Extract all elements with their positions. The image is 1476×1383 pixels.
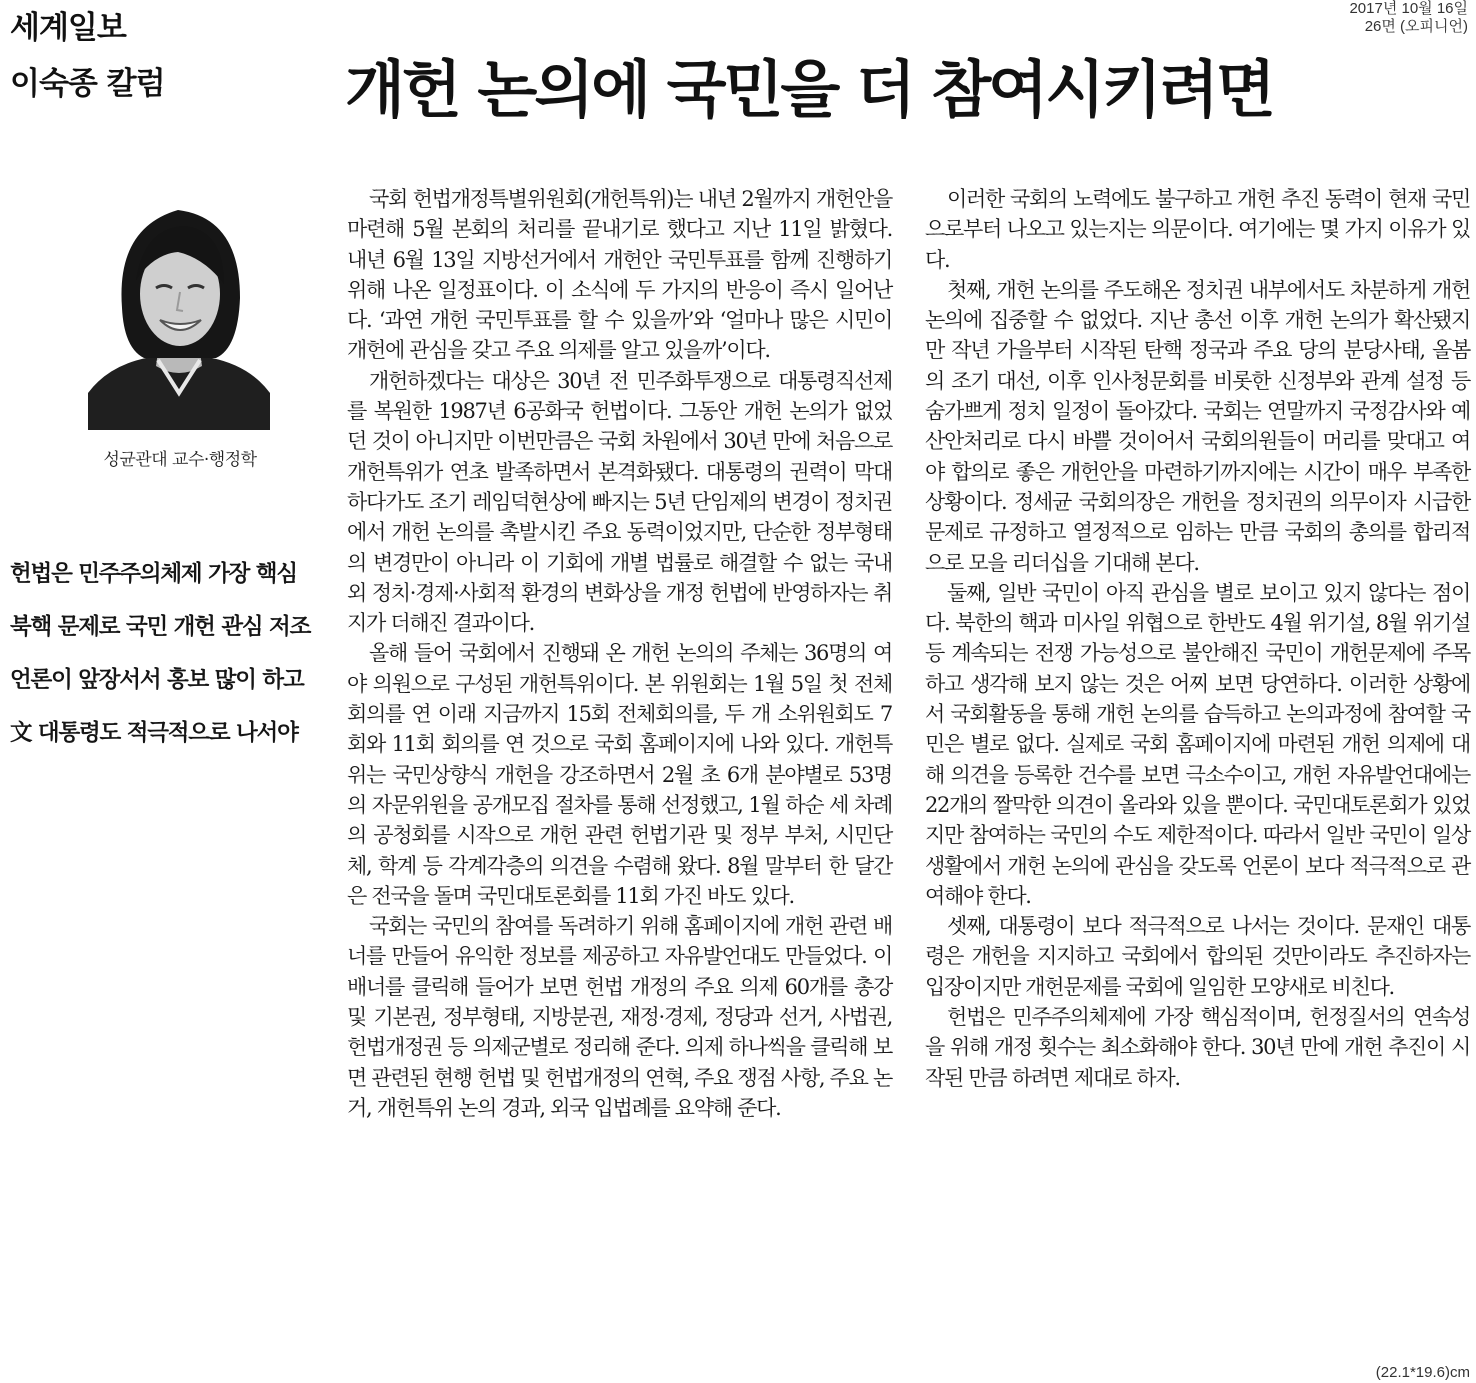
article-paragraph: 올해 들어 국회에서 진행돼 온 개헌 논의의 주체는 36명의 여야 의원으로 구성된 개헌특위이다. 본 위원회는 1월 5일 첫 전체회의를 연 이래 지금까지 15회 전체회의를, 두 개 소위원회도 7회와 11회 회의를 연 것으로 국회 홈페이지에 나와 있다. 개헌특위는 국민상향식 개헌을 강조하면서 2월 초 6개 분야별로 53명의 자문위원을 공개모집 절차를 통해 선정했고, 1월 하순 세 차례의 공청회를 시작으로 개헌 관련 헌법기관 및 정부 부처, 시민단체, 학계 등 각계각층의 의견을 수렴해 왔다. 8월 말부터 한 달간은 전국을 돌며 국민대토론회를 11회 가진 바도 있다. (347, 641, 892, 908)
subheads (10, 548, 340, 760)
dateline (1349, 0, 1468, 36)
article-column-1 (347, 184, 892, 1123)
article-paragraph: 첫째, 개헌 논의를 주도해온 정치권 내부에서도 차분하게 개헌 논의에 집중할 수 없었다. 지난 총선 이후 개헌 논의가 확산됐지만 작년 가을부터 시작된 탄핵 정국과 주요 당의 분당사태, 올봄의 조기 대선, 이후 인사청문회를 비롯한 신정부와 관계 설정 등 숨가쁘게 정치 일정이 돌아갔다. 국회는 연말까지 국정감사와 예산안처리로 다시 바쁠 것이어서 국회의원들이 머리를 맞대고 여야 합의로 좋은 개헌안을 마련하기까지에는 시간이 매우 부족한 상황이다. 정세균 국회의장은 개헌을 정치권의 의무이자 시급한 문제로 규정하고 열정적으로 임하는 만큼 국회의 총의를 합리적으로 모을 리더십을 기대해 본다. (925, 277, 1470, 575)
page-section: 26면 (오피니언) (1364, 18, 1468, 35)
subhead-line: 북핵 문제로 국민 개헌 관심 저조 (10, 614, 311, 640)
author-portrait-image (88, 188, 270, 430)
size-note: (22.1*19.6)cm (1375, 1364, 1470, 1381)
subhead-line: 文 대통령도 적극적으로 나서야 (10, 720, 298, 746)
column-label: 이숙종 칼럼 (10, 66, 165, 102)
article-paragraph: 개헌하겠다는 대상은 30년 전 민주화투쟁으로 대통령직선제를 복원한 1987년 6공화국 헌법이다. 그동안 개헌 논의가 없었던 것이 아니지만 이번만큼은 국회 차원에서 30년 만에 처음으로 개헌특위가 연초 발족하면서 본격화됐다. 대통령의 권력이 막대하다가도 조기 레임덕현상에 빠지는 5년 단임제의 변경이 정치권에서 개헌 논의를 촉발시킨 주요 동력이었지만, 단순한 정부형태의 변경만이 아니라 이 기회에 개별 법률로 해결할 수 없는 국내외 정치·경제·사회적 환경의 변화상을 개정 헌법에 반영하자는 취지가 더해진 결과이다. (347, 368, 892, 636)
subhead-line: 언론이 앞장서서 홍보 많이 하고 (10, 667, 304, 693)
article-paragraph: 둘째, 일반 국민이 아직 관심을 별로 보이고 있지 않다는 점이다. 북한의 핵과 미사일 위협으로 한반도 4월 위기설, 8월 위기설 등 계속되는 전쟁 가능성으로 불안해진 국민이 개헌문제에 주목하고 생각해 보지 않는 것은 어찌 보면 당연하다. 이러한 상황에서 국회활동을 통해 개헌 논의를 습득하고 논의과정에 참여할 국민은 별로 없다. 실제로 국회 홈페이지에 마련된 개헌 의제에 대해 의견을 등록한 건수를 보면 극소수이고, 개헌 자유발언대에는 22개의 짤막한 의견이 올라와 있을 뿐이다. 국민대토론회가 있었지만 참여하는 국민의 수도 제한적이다. 따라서 일반 국민이 일상생활에서 개헌 논의에 관심을 갖도록 언론이 보다 적극적으로 관여해야 한다. (925, 580, 1470, 908)
article-paragraph: 국회 헌법개정특별위원회(개헌특위)는 내년 2월까지 개헌안을 마련해 5월 본회의 처리를 끝내기로 했다고 지난 11일 밝혔다. 내년 6월 13일 지방선거에서 개헌안 국민투표를 함께 진행하기 위해 나온 일정표이다. 이 소식에 두 가지의 반응이 즉시 일어난다. ‘과연 개헌 국민투표를 할 수 있을까’와 ‘얼마나 많은 시민이 개헌에 관심을 갖고 주요 의제를 알고 있을까’이다. (347, 187, 892, 363)
author-photo (88, 188, 270, 430)
article-paragraph: 셋째, 대통령이 보다 적극적으로 나서는 것이다. 문재인 대통령은 개헌을 지지하고 국회에서 합의된 것만이라도 추진하자는 입장이지만 개헌문제를 국회에 일임한 모양새로 비친다. (925, 914, 1470, 999)
article-paragraph: 이러한 국회의 노력에도 불구하고 개헌 추진 동력이 현재 국민으로부터 나오고 있는지는 의문이다. 여기에는 몇 가지 이유가 있다. (925, 187, 1470, 272)
author-caption: 성균관대 교수·행정학 (103, 450, 257, 470)
article-column-2 (925, 184, 1470, 1093)
article-paragraph: 국회는 국민의 참여를 독려하기 위해 홈페이지에 개헌 관련 배너를 만들어 유익한 정보를 제공하고 자유발언대도 만들었다. 이 배너를 클릭해 들어가 보면 헌법 개정의 주요 의제 60개를 총강 및 기본권, 정부형태, 지방분권, 재정·경제, 정당과 선거, 사법권, 헌법개정권 등 의제군별로 정리해 준다. 의제 하나씩을 클릭해 보면 관련된 현행 헌법 및 헌법개정의 연혁, 주요 쟁점 사항, 주요 논거, 개헌특위 논의 경과, 외국 입법례를 요약해 준다. (347, 914, 892, 1120)
newspaper-masthead: 세계일보 (10, 10, 126, 46)
subhead-line: 헌법은 민주주의체제 가장 핵심 (10, 561, 297, 587)
publication-date: 2017년 10월 16일 (1349, 0, 1468, 17)
headline: 개헌 논의에 국민을 더 참여시키려면 (345, 53, 1273, 126)
article-paragraph: 헌법은 민주주의체제에 가장 핵심적이며, 헌정질서의 연속성을 위해 개정 횟수는 최소화해야 한다. 30년 만에 개헌 추진이 시작된 만큼 하려면 제대로 하자. (925, 1005, 1470, 1090)
